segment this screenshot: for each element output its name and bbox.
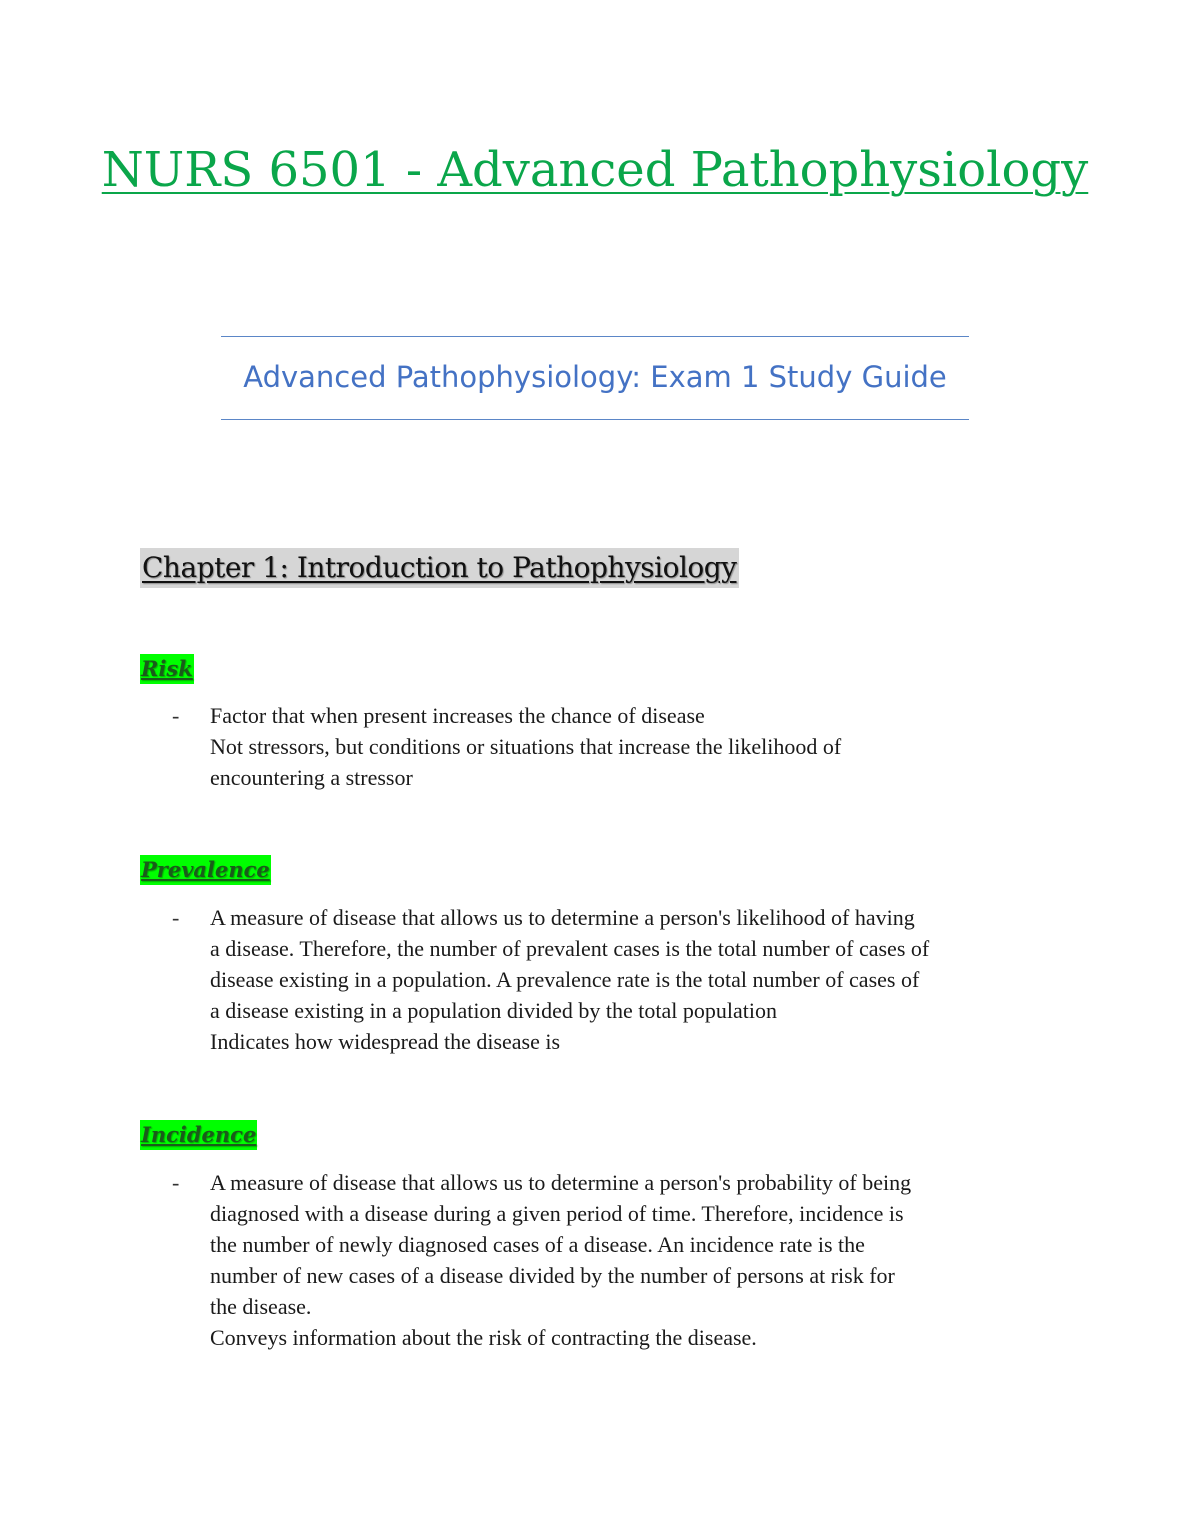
definition-line: Conveys information about the risk of contracting the disease. (210, 1325, 757, 1350)
definition-line: disease existing in a population. A prevalence rate is the total number of cases of (210, 967, 920, 992)
subtitle-block (221, 336, 969, 420)
definition-lines (210, 1167, 1052, 1353)
page-title-text: NURS 6501 - Advanced Pathophysiology (101, 142, 1089, 198)
bullet: - (172, 905, 180, 930)
definition-line: Indicates how widespread the disease is (210, 1029, 561, 1054)
subtitle-text: Advanced Pathophysiology: Exam 1 Study Guide (243, 360, 947, 394)
definition-lines (210, 902, 1052, 1057)
definition-line: Not stressors, but conditions or situations that increase the likelihood of (210, 734, 842, 759)
definition-line: A measure of disease that allows us to determine a person's likelihood of having (210, 905, 915, 930)
term-risk: Risk (140, 654, 194, 684)
definition-line: a disease existing in a population divided by the total population (210, 998, 778, 1023)
definition-lines (210, 700, 1052, 793)
definition-line: the disease. (210, 1294, 312, 1319)
definition-line: number of new cases of a disease divided by the number of persons at risk for (210, 1263, 895, 1288)
bullet: - (172, 1170, 180, 1195)
term-prevalence: Prevalence (140, 855, 271, 885)
definition-line: the number of newly diagnosed cases of a disease. An incidence rate is the (210, 1232, 865, 1257)
definition-line: a disease. Therefore, the number of prevalent cases is the total number of cases of (210, 936, 930, 961)
definition-line: Factor that when present increases the chance of disease (210, 703, 705, 728)
definition-line: encountering a stressor (210, 765, 413, 790)
term-incidence: Incidence (140, 1120, 257, 1150)
bullet: - (172, 703, 180, 728)
page-title (0, 138, 1190, 202)
definition-line: diagnosed with a disease during a given period of time. Therefore, incidence is (210, 1201, 904, 1226)
definition-line: A measure of disease that allows us to determine a person's probability of being (210, 1170, 912, 1195)
chapter-heading: Chapter 1: Introduction to Pathophysiology (140, 548, 739, 588)
